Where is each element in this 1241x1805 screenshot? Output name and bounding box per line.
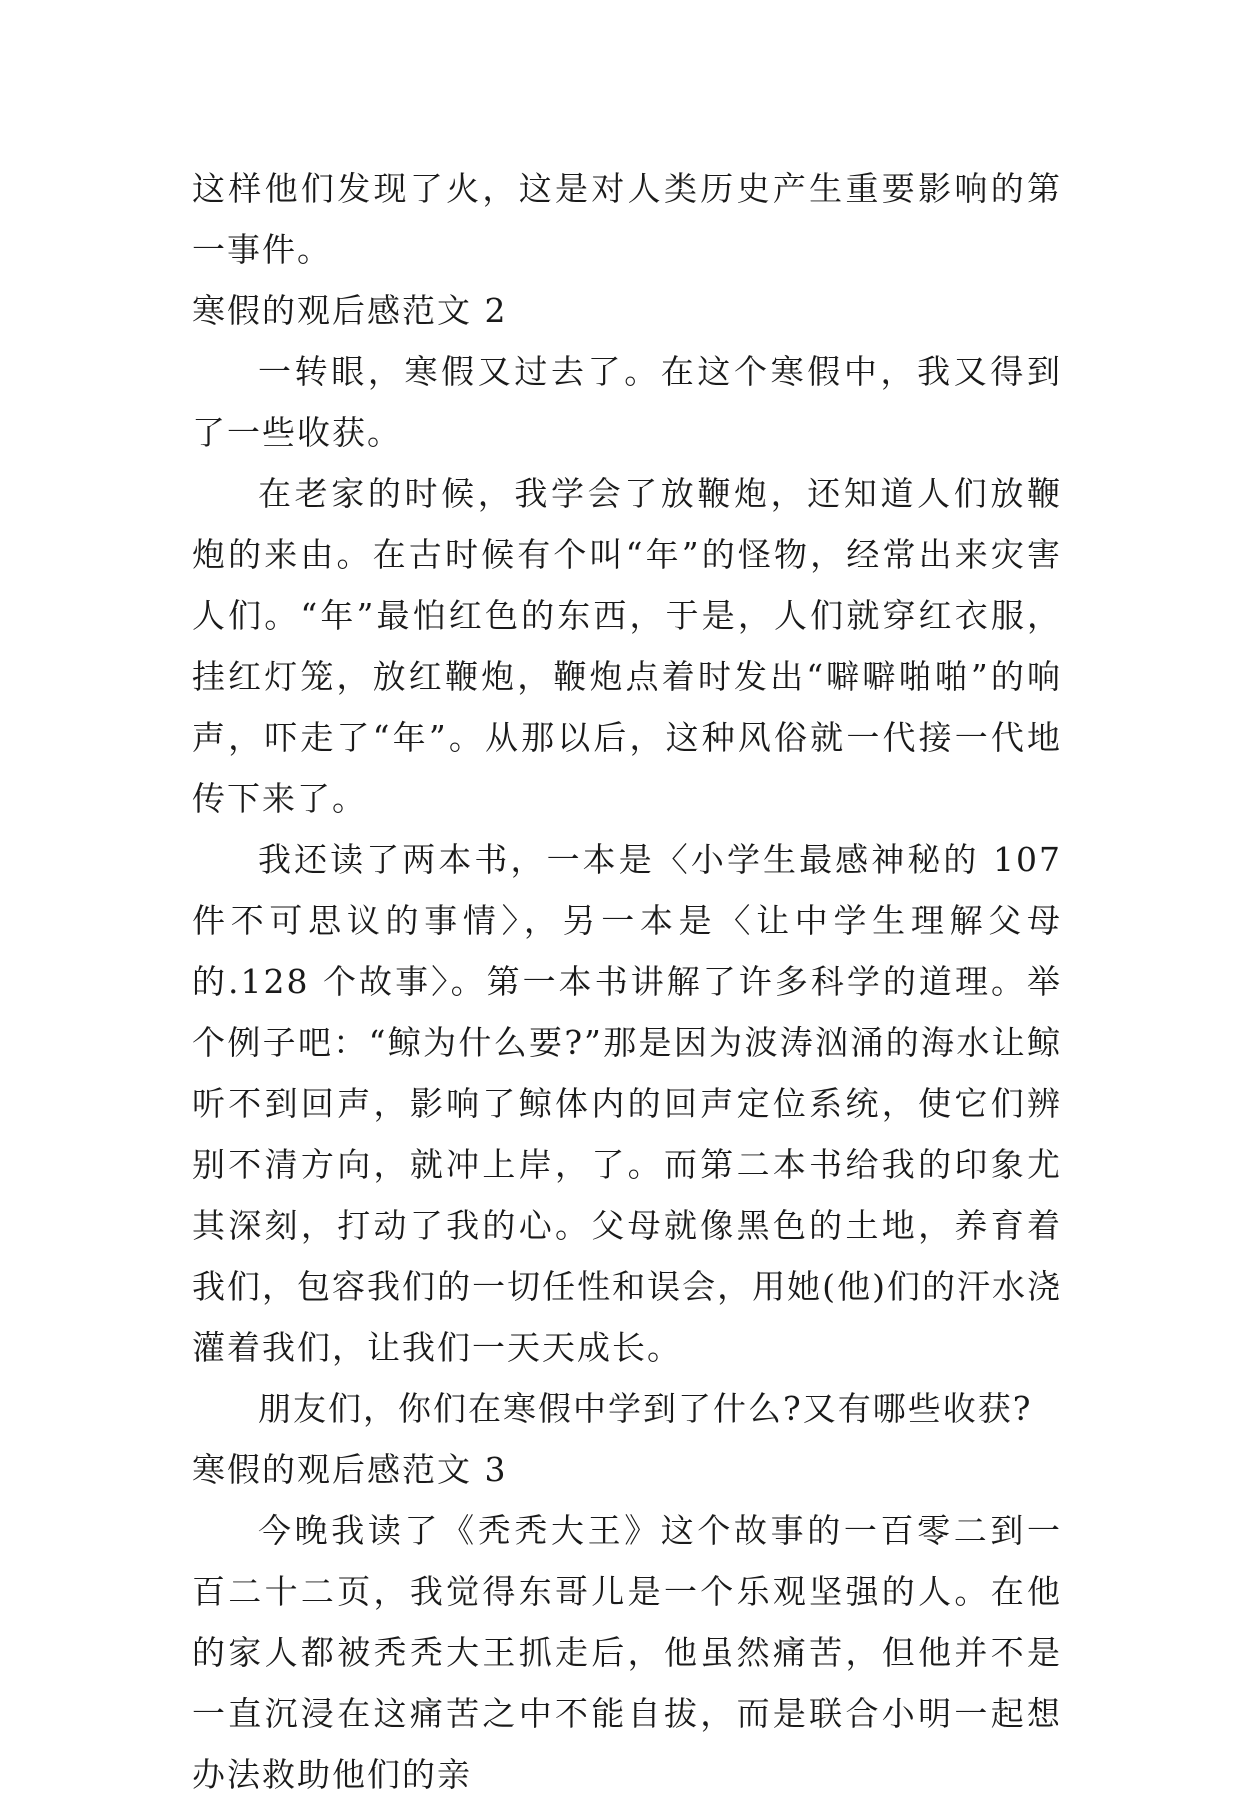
document-page	[192, 158, 1062, 1805]
paragraph-two-books: 我还读了两本书，一本是〈小学生最感神秘的 107 件不可思议的事情〉，另一本是〈让中学生理解父母的.128 个故事〉。第一本书讲解了许多科学的道理。举个例子吧：“鲸为什么要?”那是因为波涛汹涌的海水让鲸听不到回声，影响了鲸体内的回声定位系统，使它们辨别不清方向，就冲上岸，了。而第二本书给我的印象尤其深刻，打动了我的心。父母就像黑色的土地，养育着我们，包容我们的一切任性和误会，用她(他)们的汗水浇灌着我们，让我们一天天成长。	[192, 840, 1062, 1367]
paragraph-question-friends: 朋友们，你们在寒假中学到了什么?又有哪些收获?	[258, 1389, 1033, 1428]
section-heading-2: 寒假的观后感范文 2	[192, 291, 508, 330]
paragraph-bald-king: 今晚我读了《秃秃大王》这个故事的一百零二到一百二十二页，我觉得东哥儿是一个乐观坚强的人。在他的家人都被秃秃大王抓走后，他虽然痛苦，但他并不是一直沉浸在这痛苦之中不能自拔，而是联合小明一起想办法救助他们的亲	[192, 1511, 1062, 1794]
section-heading-3: 寒假的观后感范文 3	[192, 1450, 508, 1489]
paragraph-firecrackers: 在老家的时候，我学会了放鞭炮，还知道人们放鞭炮的来由。在古时候有个叫“年”的怪物，经常出来灾害人们。“年”最怕红色的东西，于是，人们就穿红衣服，挂红灯笼，放红鞭炮，鞭炮点着时发出“噼噼啪啪”的响声，吓走了“年”。从那以后，这种风俗就一代接一代地传下来了。	[192, 474, 1062, 818]
paragraph-fire-ending: 这样他们发现了火，这是对人类历史产生重要影响的第一事件。	[192, 169, 1062, 269]
paragraph-winter-break-intro: 一转眼，寒假又过去了。在这个寒假中，我又得到了一些收获。	[192, 352, 1062, 452]
